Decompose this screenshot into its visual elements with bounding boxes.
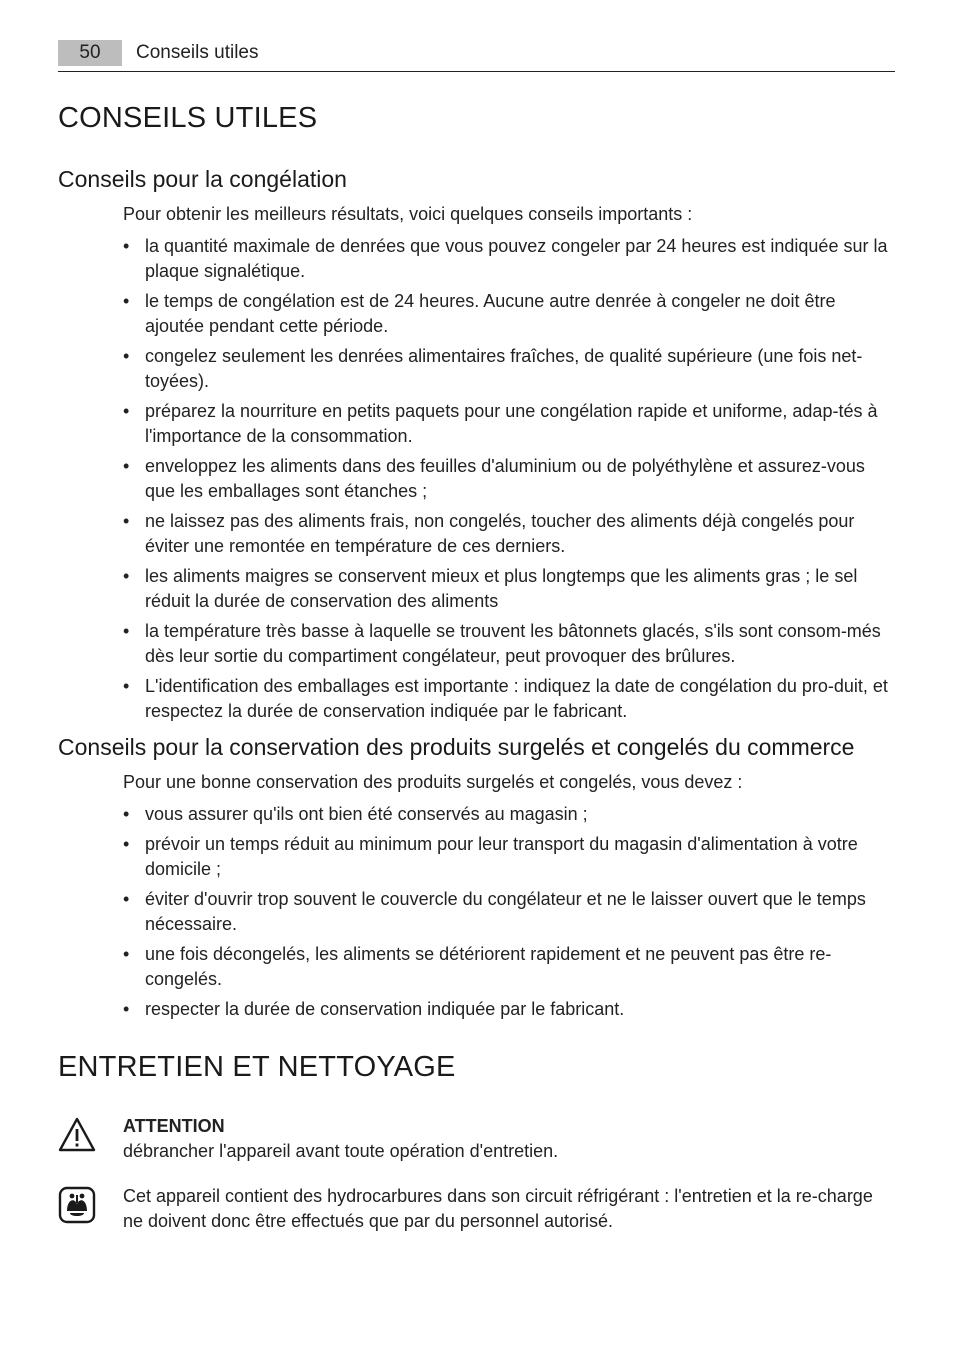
list-item: • congelez seulement les denrées alimentaires fraîches, de qualité supérieure (une fois net-toyées). [123, 344, 895, 394]
environment-icon [58, 1186, 96, 1224]
warning-notice [123, 1114, 895, 1164]
intro-congelation: Pour obtenir les meilleurs résultats, voici quelques conseils importants : [123, 204, 693, 224]
warning-text: débrancher l'appareil avant toute opération d'entretien. [123, 1141, 559, 1161]
list-congelation [123, 234, 895, 729]
list-item: • la température très basse à laquelle se trouvent les bâtonnets glacés, s'ils sont consom-més dès leur sortie du compartiment congélateur, peut provoquer des brûlures. [123, 619, 895, 669]
list-item: • vous assurer qu'ils ont bien été conservés au magasin ; [123, 802, 895, 827]
section-title-conseils: CONSEILS UTILES [58, 102, 318, 134]
subsection-title-conservation: Conseils pour la conservation des produits surgelés et congelés du commerce [58, 734, 855, 760]
list-item: • les aliments maigres se conservent mieux et plus longtemps que les aliments gras ; le sel réduit la durée de conservation des aliments [123, 564, 895, 614]
subsection-title-congelation: Conseils pour la congélation [58, 166, 347, 192]
intro-conservation: Pour une bonne conservation des produits surgelés et congelés, vous devez : [123, 772, 743, 792]
list-item: • ne laissez pas des aliments frais, non congelés, toucher des aliments déjà congelés pour éviter une remontée en température de ces derniers. [123, 509, 895, 559]
list-item: • une fois décongelés, les aliments se détériorent rapidement et ne peuvent pas être re-congelés. [123, 942, 895, 992]
running-title: Conseils utiles [136, 42, 259, 63]
list-item: • le temps de congélation est de 24 heures. Aucune autre denrée à congeler ne doit être ajoutée pendant cette période. [123, 289, 895, 339]
list-item: • prévoir un temps réduit au minimum pour leur transport du magasin d'alimentation à votre domicile ; [123, 832, 895, 882]
list-conservation [123, 802, 895, 1027]
list-item: • L'identification des emballages est importante : indiquez la date de congélation du pro-duit, et respectez la durée de conservation indiquée par le fabricant. [123, 674, 895, 724]
warning-label: ATTENTION [123, 1116, 225, 1136]
list-item: • enveloppez les aliments dans des feuilles d'aluminium ou de polyéthylène et assurez-vous que les emballages sont étanches ; [123, 454, 895, 504]
warning-triangle-icon [58, 1116, 96, 1154]
list-item: • la quantité maximale de denrées que vous pouvez congeler par 24 heures est indiquée sur la plaque signalétique. [123, 234, 895, 284]
section-title-entretien: ENTRETIEN ET NETTOYAGE [58, 1051, 456, 1083]
page-header [58, 40, 895, 72]
list-item: • éviter d'ouvrir trop souvent le couvercle du congélateur et ne le laisser ouvert que le temps nécessaire. [123, 887, 895, 937]
list-item: • respecter la durée de conservation indiquée par le fabricant. [123, 997, 895, 1022]
list-item: • préparez la nourriture en petits paquets pour une congélation rapide et uniforme, adap-tés à l'importance de la consommation. [123, 399, 895, 449]
environment-notice: Cet appareil contient des hydrocarbures dans son circuit réfrigérant : l'entretien et la re-charge ne doivent donc être effectués que par du personnel autorisé. [123, 1186, 873, 1231]
page-number: 50 [58, 40, 122, 66]
